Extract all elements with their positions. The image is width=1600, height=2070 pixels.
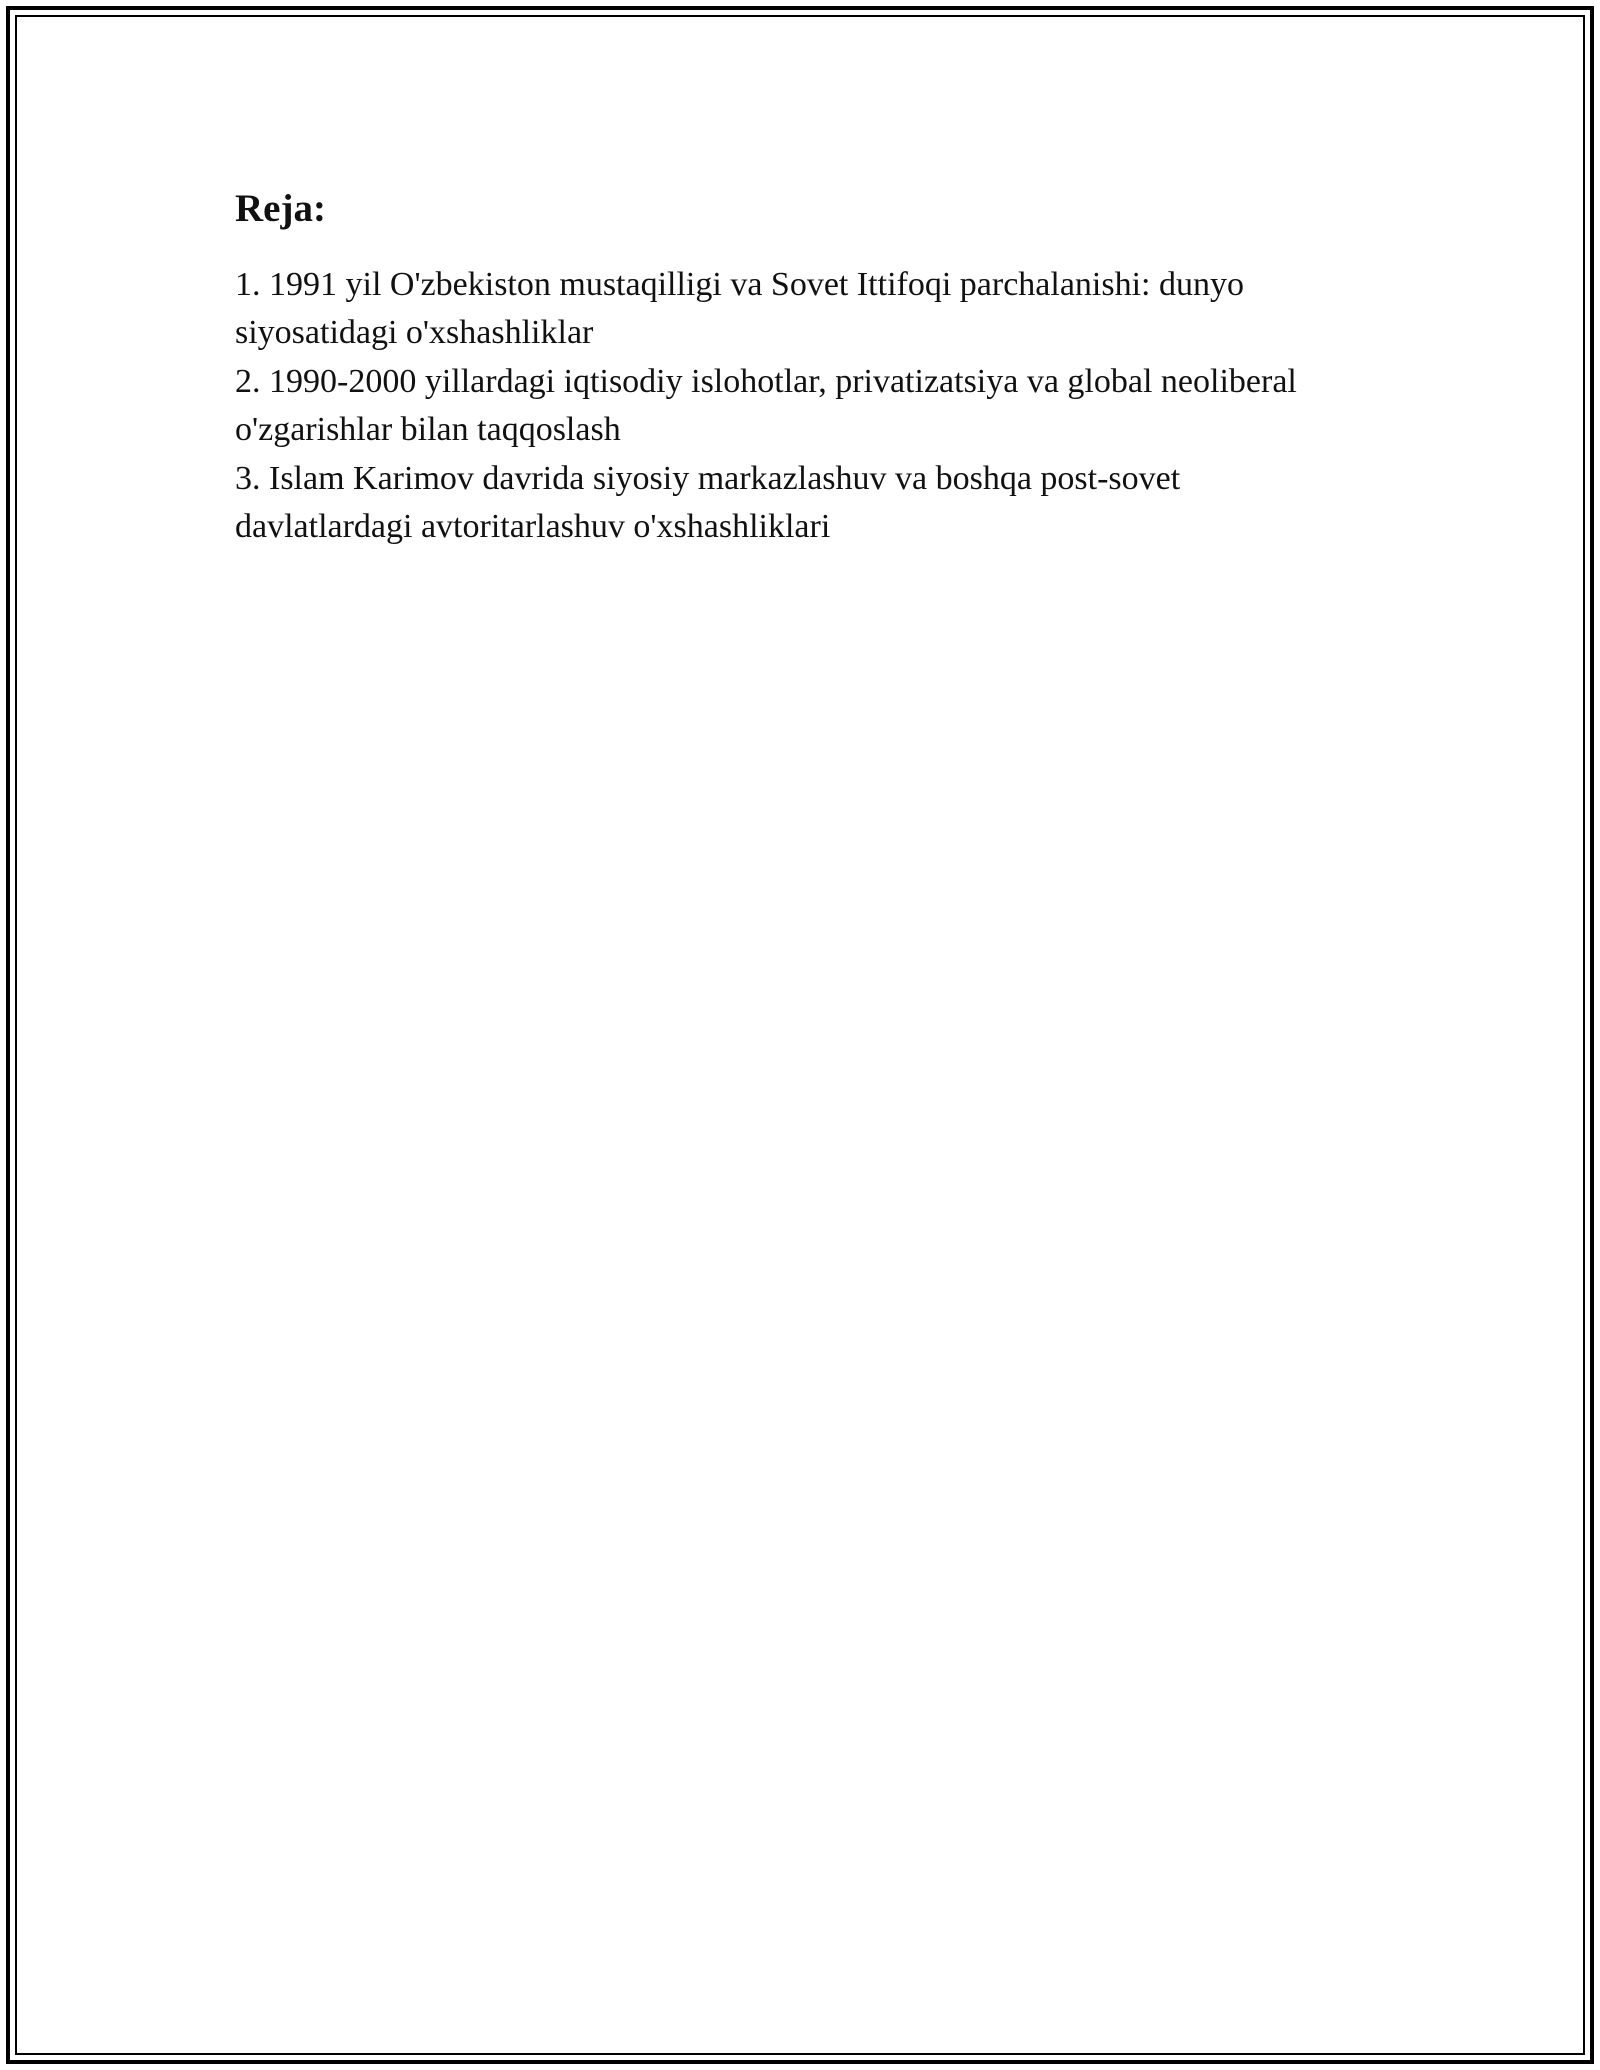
plan-item-2: 2. 1990-2000 yillardagi iqtisodiy islohotlar, privatizatsiya va global neoliberal o'zgarishlar bilan taqqoslash <box>235 362 1297 449</box>
plan-heading: Reja: <box>235 187 326 230</box>
plan-item-3: 3. Islam Karimov davrida siyosiy markazlashuv va boshqa post-sovet davlatlardagi avtoritarlashuv o'xshashliklari <box>235 459 1181 546</box>
plan-item-1: 1. 1991 yil O'zbekiston mustaqilligi va Sovet Ittifoqi parchalanishi: dunyo siyosatidagi o'xshashliklar <box>235 265 1244 352</box>
document-content <box>235 186 1365 552</box>
plan-list <box>235 261 1365 552</box>
